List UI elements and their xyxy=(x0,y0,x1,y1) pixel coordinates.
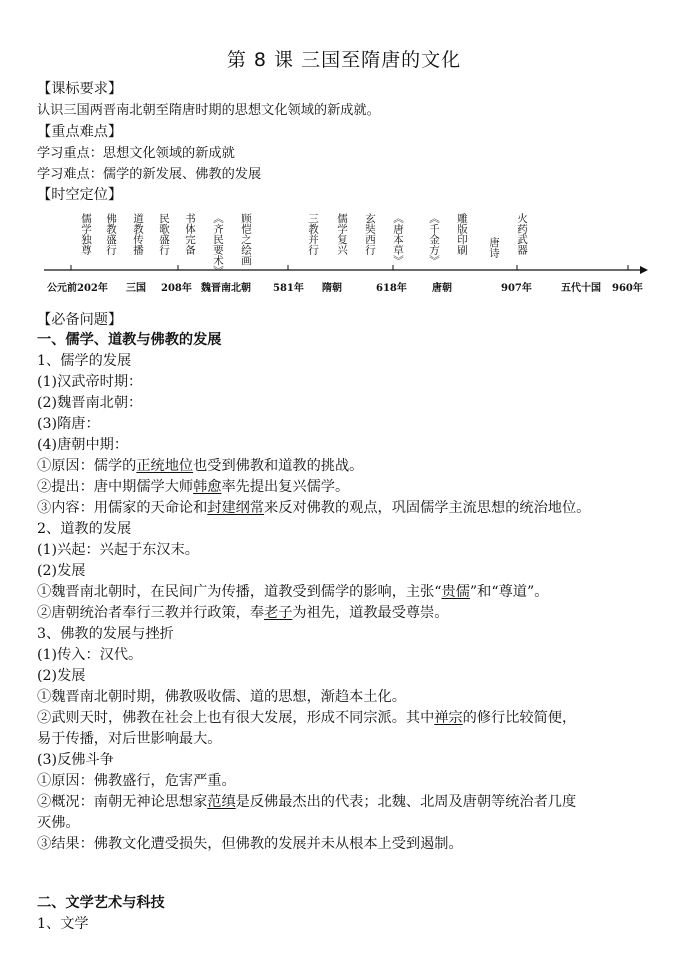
section-title: 1、文学 xyxy=(37,916,89,932)
kebiao-header: 【课标要求】 xyxy=(37,81,123,97)
list-item: (1)兴起：兴起于东汉末。 xyxy=(37,542,199,558)
list-item: 易于传播，对后世影响最大。 xyxy=(37,731,222,747)
timeline-event: 《唐本草》 xyxy=(392,213,404,266)
text-span: ”和“尊道”。 xyxy=(469,584,549,600)
axis-label: 魏晋南北朝 xyxy=(201,283,251,294)
timeline-event: 雕版印刷 xyxy=(456,213,468,255)
list-item: (1)传入：汉代。 xyxy=(37,647,143,663)
timeline-event: 道教传播 xyxy=(132,213,144,255)
timeline-event: 唐诗 xyxy=(488,237,500,258)
nandian-text: 学习难点：儒学的新发展、佛教的发展 xyxy=(37,167,262,182)
list-item xyxy=(37,477,349,497)
text-span: 是反佛最杰出的代表；北魏、北周及唐朝等统治者几度 xyxy=(235,794,577,810)
zhongdian-header: 【重点难点】 xyxy=(37,124,123,140)
list-item xyxy=(37,603,448,623)
timeline-event: 民歌盛行 xyxy=(158,213,170,255)
list-item: ①原因：佛教盛行，危害严重。 xyxy=(37,773,236,789)
timeline-event: 佛教盛行 xyxy=(105,213,117,255)
underlined-term: 贵儒 xyxy=(441,584,470,600)
list-item xyxy=(37,792,576,812)
axis-label: 907年 xyxy=(501,283,532,294)
list-item: (3)隋唐： xyxy=(37,416,100,432)
page-title: 第 8 课 三国至隋唐的文化 xyxy=(226,49,462,71)
timeline-event: 《齐民要术》 xyxy=(212,213,224,276)
axis-label: 唐朝 xyxy=(432,283,452,294)
axis-label: 618年 xyxy=(376,283,407,294)
text-span: 率先提出复兴儒学。 xyxy=(221,479,350,495)
zhongdian-text: 学习重点：思想文化领域的新成就 xyxy=(37,146,235,161)
text-span: ②武则天时，佛教在社会上也有很大发展，形成不同宗派。其中 xyxy=(37,710,435,726)
text-span: ②提出：唐中期儒学大师 xyxy=(37,479,194,495)
list-item: (3)反佛斗争 xyxy=(37,752,114,768)
section-title: 2、道教的发展 xyxy=(37,521,132,537)
list-item: (1)汉武帝时期： xyxy=(37,374,143,390)
list-item: (4)唐朝中期： xyxy=(37,437,129,453)
timeline xyxy=(0,205,688,305)
underlined-term: 封建纲常 xyxy=(207,500,265,516)
underlined-term: 老子 xyxy=(264,605,293,621)
shikong-header: 【时空定位】 xyxy=(37,187,123,203)
list-item: ①魏晋南北朝时期，佛教吸收儒、道的思想，渐趋本土化。 xyxy=(37,689,406,705)
text-span: 为祖先，道教最受尊崇。 xyxy=(292,605,449,621)
list-item: ③结果：佛教文化遭受损失，但佛教的发展并未从根本上受到遏制。 xyxy=(37,836,463,852)
axis-label: 三国 xyxy=(126,283,146,294)
axis-label: 隋朝 xyxy=(322,283,342,294)
list-item: (2)发展 xyxy=(37,563,86,579)
timeline-event: 三教并行 xyxy=(307,213,319,255)
timeline-event: 顾恺之绘画 xyxy=(240,213,252,266)
underlined-term: 韩愈 xyxy=(193,479,222,495)
text-span: 来反对佛教的观点，巩固儒学主流思想的统治地位。 xyxy=(264,500,591,516)
text-span: ①原因：儒学的 xyxy=(37,458,137,474)
axis-label: 960年 xyxy=(612,283,643,294)
text-span: 也受到佛教和道教的挑战。 xyxy=(193,458,364,474)
axis-label: 五代十国 xyxy=(561,283,601,294)
list-item: (2)魏晋南北朝： xyxy=(37,395,143,411)
text-span: ②唐朝统治者奉行三教并行政策，奉 xyxy=(37,605,265,621)
underlined-term: 正统地位 xyxy=(136,458,194,474)
text-span: ③内容：用儒家的天命论和 xyxy=(37,500,208,516)
section-title: 3、佛教的发展与挫折 xyxy=(37,626,174,642)
list-item: 灭佛。 xyxy=(37,815,80,831)
list-item: (2)发展 xyxy=(37,668,86,684)
text-span: 的修行比较简便， xyxy=(462,710,577,726)
list-item xyxy=(37,708,576,728)
list-item xyxy=(37,582,548,602)
timeline-event: 儒学复兴 xyxy=(336,213,348,255)
part1-heading: 一、儒学、道教与佛教的发展 xyxy=(37,332,222,348)
timeline-event: 玄奘西行 xyxy=(364,213,376,255)
section-title: 1、儒学的发展 xyxy=(37,353,132,369)
axis-label: 公元前202年 xyxy=(47,283,108,294)
kebiao-text: 认识三国两晋南北朝至隋唐时期的思想文化领域的新成就。 xyxy=(37,103,380,118)
biwen-header: 【必备问题】 xyxy=(37,312,123,328)
timeline-event: 《千金方》 xyxy=(428,213,440,266)
text-span: ②概况：南朝无神论思想家 xyxy=(37,794,208,810)
timeline-event: 儒学独尊 xyxy=(80,213,92,255)
text-span: ①魏晋南北朝时，在民间广为传播，道教受到儒学的影响，主张“ xyxy=(37,584,442,600)
list-item xyxy=(37,456,363,476)
timeline-event: 火药武器 xyxy=(516,213,528,255)
axis-label: 208年 xyxy=(161,283,192,294)
axis-label: 581年 xyxy=(273,283,304,294)
underlined-term: 禅宗 xyxy=(434,710,463,726)
timeline-event: 书体完备 xyxy=(184,213,196,255)
part2-heading: 二、文学艺术与科技 xyxy=(37,895,165,911)
underlined-term: 范缜 xyxy=(207,794,236,810)
list-item xyxy=(37,498,590,518)
